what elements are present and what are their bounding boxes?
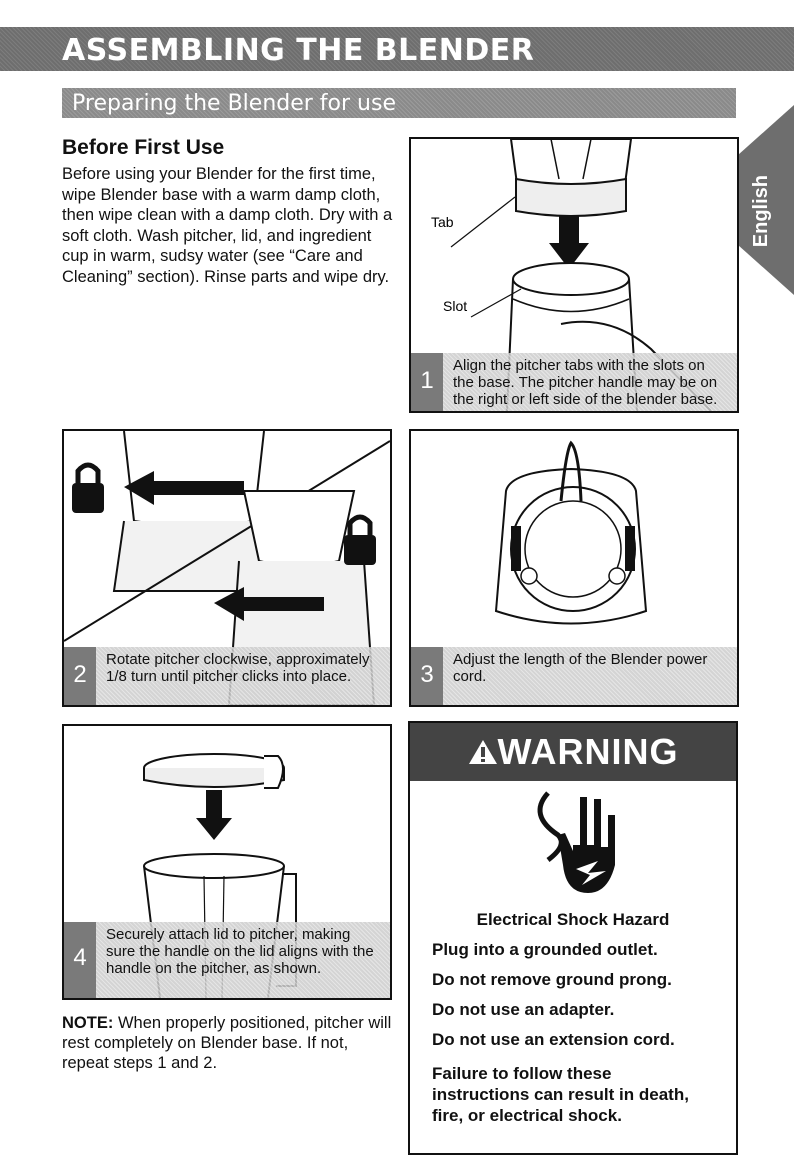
note-text: When properly positioned, pitcher will rest completely on Blender base. If not, repeat steps 1 and 2. <box>62 1014 392 1072</box>
electric-shock-hand-icon <box>518 785 628 895</box>
step-2-text: Rotate pitcher clockwise, approximately 1/8 turn until pitcher clicks into place. <box>106 651 370 685</box>
before-first-use-heading: Before First Use <box>62 136 225 159</box>
step-4-number: 4 <box>64 922 96 998</box>
slot-label: Slot <box>443 298 468 314</box>
page-title-banner <box>0 27 794 71</box>
language-tab <box>738 105 794 295</box>
note-label: NOTE: <box>62 1014 114 1032</box>
warning-line-2: Do not remove ground prong. <box>432 970 672 989</box>
step-4-panel <box>62 724 392 1000</box>
step-3-number: 3 <box>411 647 443 705</box>
page-title: ASSEMBLING THE BLENDER <box>62 33 535 68</box>
warning-line-3: Do not use an adapter. <box>432 1000 615 1019</box>
warning-header <box>410 723 736 781</box>
step-1-panel <box>409 137 739 413</box>
warning-consequence: Failure to follow these instructions can result in death, fire, or electrical shock. <box>432 1064 689 1125</box>
step-2-number: 2 <box>64 647 96 705</box>
warning-title: WARNING <box>497 731 679 772</box>
step-3-text: Adjust the length of the Blender power cord. <box>453 651 708 685</box>
warning-triangle-icon <box>468 738 498 766</box>
step-1-text: Align the pitcher tabs with the slots on the base. The pitcher handle may be on the right or left side of the blender base. <box>453 357 718 408</box>
step-2-panel <box>62 429 392 707</box>
step-1-caption <box>411 353 737 411</box>
step-1-number: 1 <box>411 353 443 411</box>
language-tab-label: English <box>750 175 772 248</box>
warning-heading: Electrical Shock Hazard <box>476 910 670 929</box>
section-subtitle-bar <box>62 88 736 118</box>
step-4-text: Securely attach lid to pitcher, making sure the handle on the lid aligns with the handle on the pitcher, as shown. <box>106 926 374 977</box>
step-4-caption <box>64 922 390 998</box>
warning-title-row <box>410 731 736 773</box>
tab-label: Tab <box>431 214 454 230</box>
note <box>62 1013 392 1073</box>
warning-box <box>408 721 738 1155</box>
step-3-panel <box>409 429 739 707</box>
warning-line-1: Plug into a grounded outlet. <box>432 940 658 959</box>
warning-line-4: Do not use an extension cord. <box>432 1030 675 1049</box>
step-2-caption <box>64 647 390 705</box>
step-3-caption <box>411 647 737 705</box>
before-first-use-body: Before using your Blender for the first time, wipe Blender base with a warm damp cloth, then wipe clean with a damp cloth. Dry with a soft cloth. Wash pitcher, lid, and ingredient cup in warm, sudsy water (see “Care and Cleaning” section). Rinse parts and wipe dry. <box>62 165 393 286</box>
warning-text-area <box>410 898 736 1151</box>
section-subtitle: Preparing the Blender for use <box>72 91 396 116</box>
